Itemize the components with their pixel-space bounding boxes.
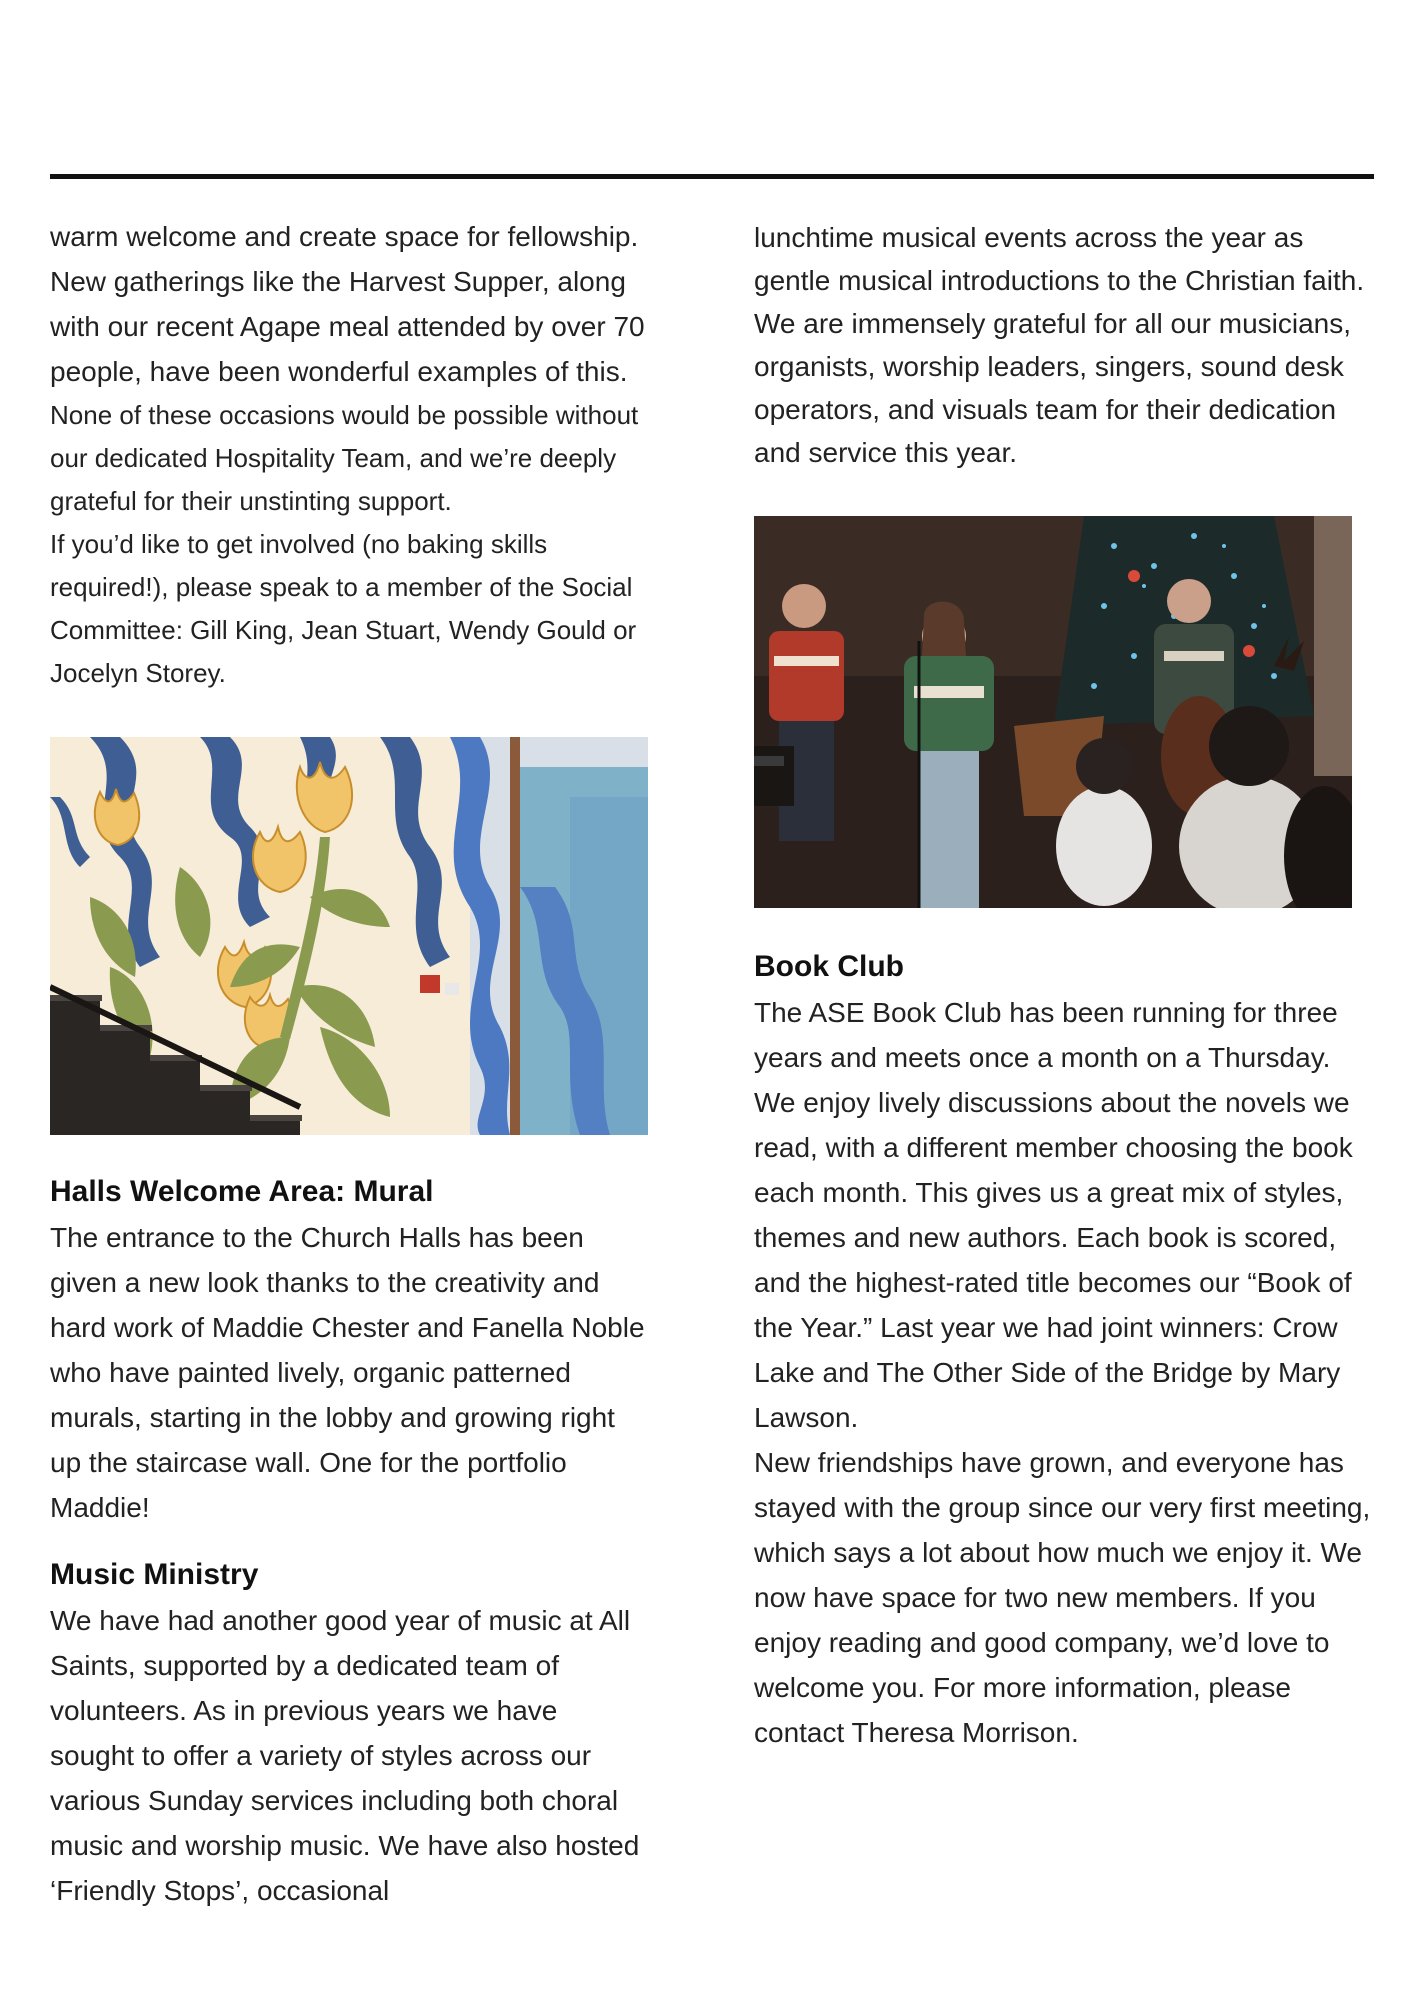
music-paragraph: We have had another good year of music at All Saints, supported by a dedicated team of volunteers. As in previous years we have sought to offer a variety of styles across our various Sunday services including both choral music and worship music. We have also hosted ‘Friendly Stops’, occasional xyxy=(50,1605,640,1906)
book-club-paragraph-1: The ASE Book Club has been running for three years and meets once a month on a Thursday. We enjoy lively discussions about the novels we read, with a different member choosing the book each month. This gives us a great mix of styles, themes and new authors. Each book is scored, and the highest-rated title becomes our “Book of the Year.” Last year we had joint winners: Crow Lake and The Other Side of the Bridge by Mary Lawson. xyxy=(754,997,1353,1433)
right-column xyxy=(754,216,1376,1755)
band-photo xyxy=(754,516,1352,908)
book-club-heading: Book Club xyxy=(754,950,904,983)
left-column xyxy=(50,214,648,1913)
band-image xyxy=(754,516,1352,908)
intro-paragraph: warm welcome and create space for fellowship. New gatherings like the Harvest Supper, along with our recent Agape meal attended by over 70 people, have been wonderful examples of this. xyxy=(50,221,645,387)
involvement-paragraph: If you’d like to get involved (no baking skills required!), please speak to a member of the Social Committee: Gill King, Jean Stuart, Wendy Gould or Jocelyn Storey. xyxy=(50,529,637,688)
music-heading: Music Ministry xyxy=(50,1558,259,1591)
mural-image xyxy=(50,737,648,1135)
book-club-paragraph-2: New friendships have grown, and everyone has stayed with the group since our very first meeting, which says a lot about how much we enjoy it. We now have space for two new members. If you enjoy reading and good company, we’d love to welcome you. For more information, please contact Theresa Morrison. xyxy=(754,1447,1371,1748)
mural-paragraph: The entrance to the Church Halls has been given a new look thanks to the creativity and hard work of Maddie Chester and Fanella Noble who have painted lively, organic patterned murals, starting in the lobby and growing right up the staircase wall. One for the portfolio Maddie! xyxy=(50,1222,645,1523)
header-rule xyxy=(50,174,1374,179)
hospitality-paragraph: None of these occasions would be possible without our dedicated Hospitality Team, and we’re deeply grateful for their unstinting support. xyxy=(50,400,639,516)
music-continued-paragraph: lunchtime musical events across the year as gentle musical introductions to the Christian faith. xyxy=(754,222,1365,296)
mural-heading: Halls Welcome Area: Mural xyxy=(50,1175,434,1208)
thanks-paragraph: We are immensely grateful for all our musicians, organists, worship leaders, singers, sound desk operators, and visuals team for their dedication and service this year. xyxy=(754,308,1352,468)
mural-photo xyxy=(50,737,648,1135)
